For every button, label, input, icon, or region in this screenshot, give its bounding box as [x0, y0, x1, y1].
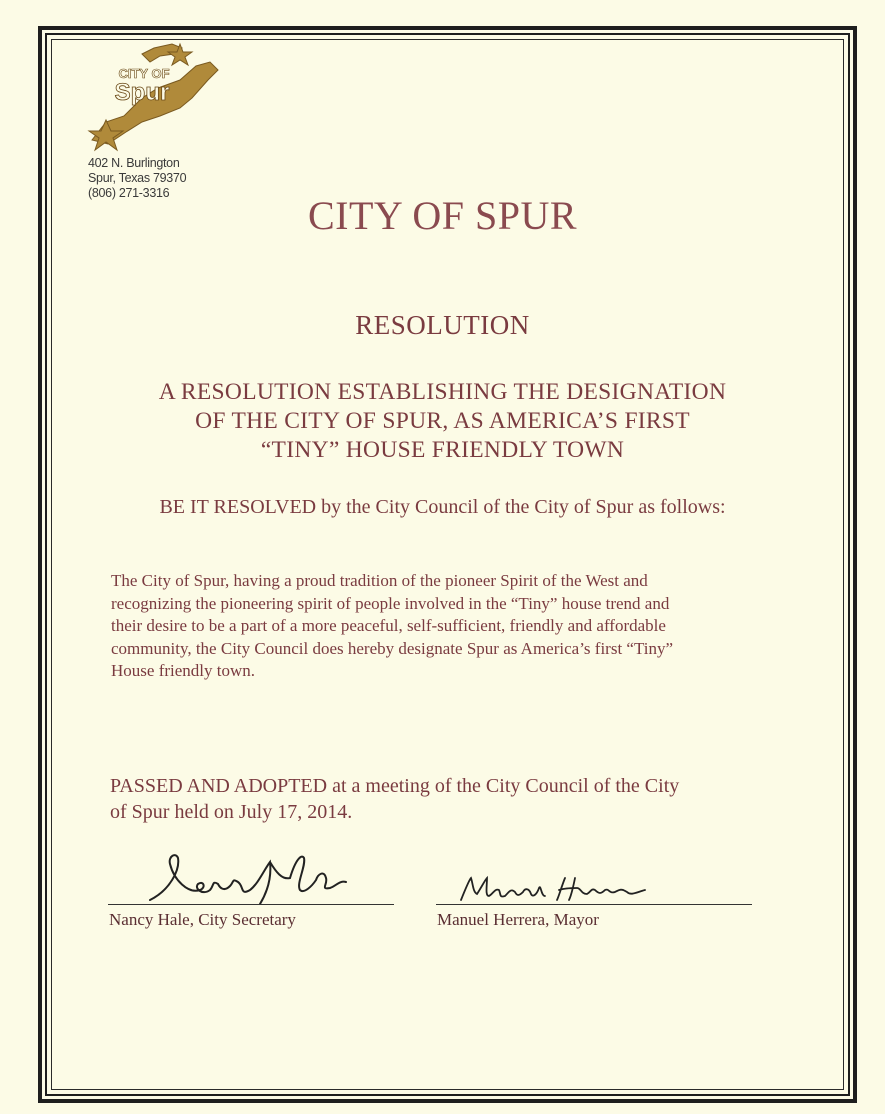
body-line: House friendly town. [111, 661, 256, 680]
signature-line-left [108, 904, 394, 905]
body-line: recognizing the pioneering spirit of people involved in the “Tiny” house trend and [111, 593, 670, 613]
signature-label-right: Manuel Herrera, Mayor [437, 910, 599, 929]
resolved-rest: by the City Council of the City of Spur as follows: [316, 496, 726, 518]
heading-line: “TINY” HOUSE FRIENDLY TOWN [260, 437, 625, 463]
resolution-heading [80, 378, 805, 465]
passed-date-line: of Spur held on July 17, 2014. [110, 801, 353, 823]
resolved-lead: BE IT RESOLVED [159, 496, 317, 518]
signature-manuel-herrera [455, 870, 655, 908]
body-line: their desire to be a part of a more peaceful, self-sufficient, friendly and affordable [111, 616, 666, 635]
logo-text-main: Spur [114, 79, 170, 106]
body-line: The City of Spur, having a proud tradition of the pioneer Spirit of the West and [111, 571, 648, 590]
address-city: Spur, Texas 79370 [88, 171, 187, 185]
document-subtitle: RESOLUTION [355, 310, 530, 340]
resolution-body [111, 570, 791, 683]
passed-clause [110, 773, 800, 825]
signature-label-left: Nancy Hale, City Secretary [109, 910, 296, 929]
logo-text-top: CITY OF [118, 66, 170, 81]
resolved-clause [0, 496, 885, 519]
passed-lead: PASSED AND ADOPTED [110, 775, 328, 797]
document-title: CITY OF SPUR [307, 193, 578, 238]
heading-line: A RESOLUTION ESTABLISHING THE DESIGNATION [158, 379, 727, 405]
address-phone: (806) 271-3316 [88, 186, 170, 200]
heading-line: OF THE CITY OF SPUR, AS AMERICA’S FIRST [195, 408, 690, 434]
city-of-spur-logo [84, 40, 224, 160]
address-street: 402 N. Burlington [88, 156, 180, 170]
signature-nancy-hale [140, 850, 355, 910]
body-line: community, the City Council does hereby designate Spur as America’s first “Tiny” [111, 638, 674, 658]
signature-line-right [436, 904, 752, 905]
passed-rest: at a meeting of the City Council of the City [327, 775, 680, 797]
